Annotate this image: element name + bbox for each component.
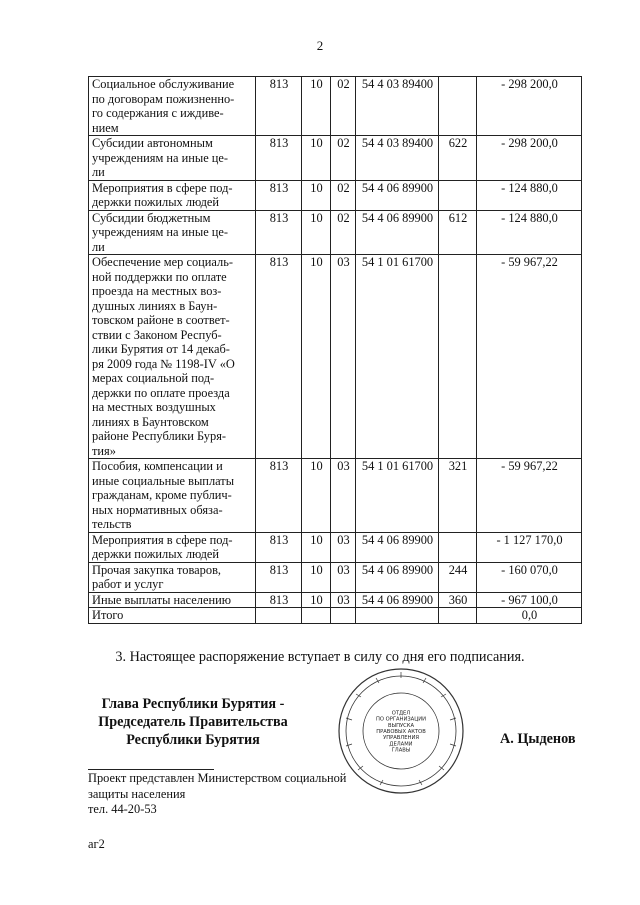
row-target-article: 54 4 06 89900 [356,210,439,255]
row-expense-type: 360 [439,592,477,608]
row-target-article: 54 1 01 61700 [356,255,439,459]
row-grbs: 813 [256,210,302,255]
row-grbs: 813 [256,562,302,592]
row-section: 10 [302,136,331,181]
row-amount: - 298 200,0 [477,77,582,136]
page-number: 2 [316,38,324,53]
row-subsection: 02 [331,210,356,255]
budget-table [88,76,582,624]
table-row [89,562,582,592]
row-description: Пособия, компенсации и иные социальные выплаты гражданам, кроме публич- ных нормативных обяза- тельств [89,459,256,533]
row-section: 10 [302,532,331,562]
seal-text-line: ВЫПУСКА [387,722,415,729]
row-grbs: 813 [256,136,302,181]
row-expense-type [439,255,477,459]
row-description: Иные выплаты населению [89,592,256,608]
row-grbs: 813 [256,459,302,533]
row-section: 10 [302,180,331,210]
total-empty-cell [331,608,356,624]
row-amount: - 124 880,0 [477,180,582,210]
signer-name: А. Цыденов [500,731,576,747]
total-amount: 0,0 [477,608,582,624]
row-target-article: 54 4 03 89400 [356,136,439,181]
row-amount: - 59 967,22 [477,255,582,459]
row-amount: - 124 880,0 [477,210,582,255]
row-target-article: 54 4 06 89900 [356,532,439,562]
table-total-row [89,608,582,624]
signer-title: Глава Республики Бурятия - Председатель Правительства Республики Бурятия [98,696,288,748]
row-grbs: 813 [256,592,302,608]
row-section: 10 [302,210,331,255]
row-expense-type: 321 [439,459,477,533]
row-subsection: 03 [331,562,356,592]
row-section: 10 [302,255,331,459]
row-description: Мероприятия в сфере под- держки пожилых людей [89,532,256,562]
row-expense-type: 612 [439,210,477,255]
row-section: 10 [302,562,331,592]
row-subsection: 03 [331,459,356,533]
table-row [89,592,582,608]
total-empty-cell [256,608,302,624]
seal-text-line: ОТДЕЛ [391,710,411,717]
row-subsection: 02 [331,77,356,136]
row-grbs: 813 [256,532,302,562]
table-row [89,136,582,181]
row-target-article: 54 4 03 89400 [356,77,439,136]
seal-text-line: ПО ОРГАНИЗАЦИИ [375,716,427,723]
row-target-article: 54 4 06 89900 [356,592,439,608]
row-grbs: 813 [256,180,302,210]
row-section: 10 [302,77,331,136]
row-grbs: 813 [256,255,302,459]
seal-text-line: ПРАВОВЫХ АКТОВ [376,729,426,735]
total-empty-cell [356,608,439,624]
total-empty-cell [302,608,331,624]
row-expense-type: 622 [439,136,477,181]
row-description: Субсидии автономным учреждениям на иные це- ли [89,136,256,181]
row-description: Социальное обслуживание по договорам пожизненно- го содержания с иждиве- нием [89,77,256,136]
row-description: Субсидии бюджетным учреждениям на иные це- ли [89,210,256,255]
row-description: Мероприятия в сфере под- держки пожилых людей [89,180,256,210]
document-code: аг2 [88,837,105,851]
footnote-rule [88,769,214,770]
table-row [89,459,582,533]
row-grbs: 813 [256,77,302,136]
item-3-text: 3. Настоящее распоряжение вступает в силу со дня его подписания. [115,649,525,665]
seal-text-line: ГЛАВЫ [391,747,411,754]
row-description: Обеспечение мер социаль- ной поддержки по оплате проезда на местных воз- душных линиях в Баун- товском районе в соответ- ствии с Законом Респуб- лики Бурятия от 14 декаб- ря 2009 года № 1198-IV «О мерах социальной под- держки по оплате проезда на местных воздушных линиях в Баунтовском районе Республики Буря- тия» [89,255,256,459]
row-amount: - 298 200,0 [477,136,582,181]
row-section: 10 [302,459,331,533]
row-subsection: 02 [331,136,356,181]
row-subsection: 03 [331,532,356,562]
row-expense-type: 244 [439,562,477,592]
row-target-article: 54 1 01 61700 [356,459,439,533]
row-expense-type [439,180,477,210]
row-section: 10 [302,592,331,608]
total-label: Итого [89,608,256,624]
budget-table-body [89,77,582,624]
total-empty-cell [439,608,477,624]
table-row [89,532,582,562]
prepared-by-note: Проект представлен Министерством социальной защиты населения тел. 44-20-53 [88,771,347,816]
row-expense-type [439,532,477,562]
table-row [89,180,582,210]
row-description: Прочая закупка товаров, работ и услуг [89,562,256,592]
row-target-article: 54 4 06 89900 [356,562,439,592]
table-row [89,77,582,136]
row-amount: - 1 127 170,0 [477,532,582,562]
row-amount: - 160 070,0 [477,562,582,592]
row-subsection: 03 [331,255,356,459]
row-amount: - 59 967,22 [477,459,582,533]
row-subsection: 02 [331,180,356,210]
row-expense-type [439,77,477,136]
row-amount: - 967 100,0 [477,592,582,608]
seal-text-line: УПРАВЛЕНИЯ [383,735,419,742]
table-row [89,210,582,255]
seal-text-line: ДЕЛАМИ [389,741,413,748]
row-target-article: 54 4 06 89900 [356,180,439,210]
table-row [89,255,582,459]
row-subsection: 03 [331,592,356,608]
